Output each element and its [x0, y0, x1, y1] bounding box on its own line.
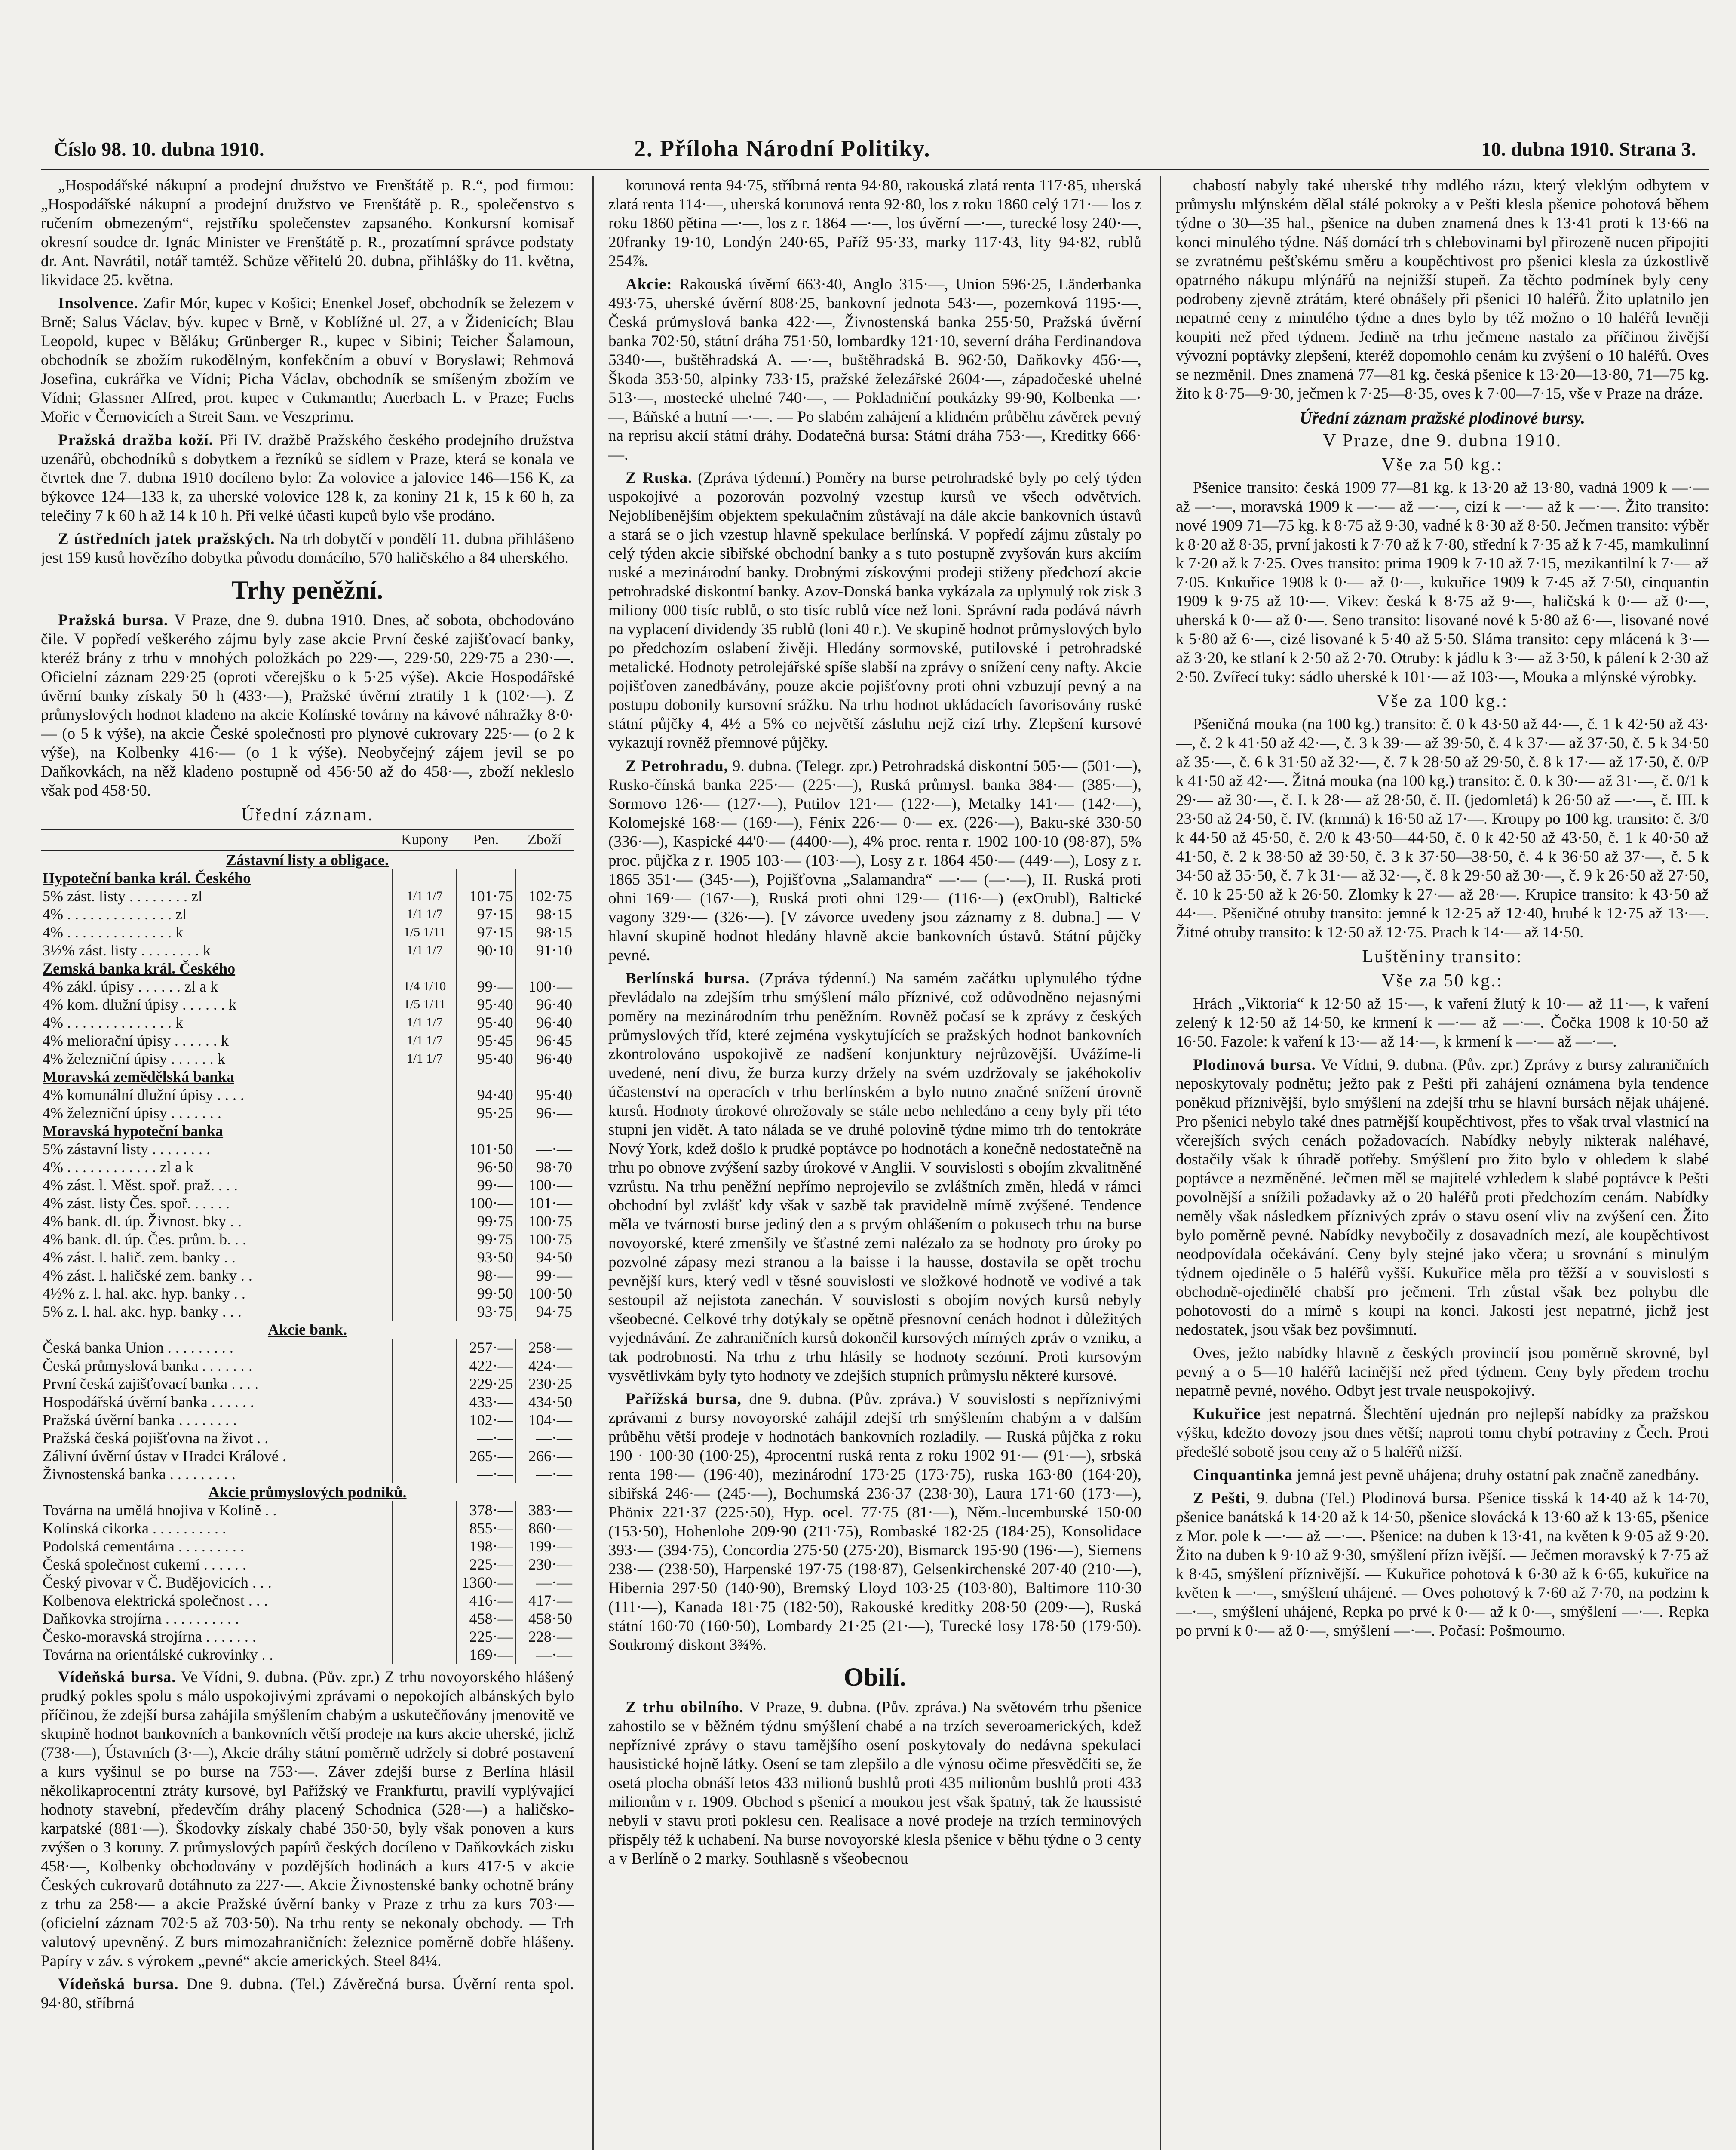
table-cell-pen: 100·— [457, 1194, 515, 1212]
table-cell-zb [515, 1068, 574, 1086]
table-cell-zb: 96·40 [515, 1050, 574, 1068]
table-cell-name: Česká průmyslová banka . . . . . . . [43, 1357, 252, 1374]
table-cell-name: 4% bank. dl. úp. Živnost. bky . . [43, 1213, 242, 1230]
unit-note: Vše za 50 kg.: [1381, 455, 1503, 475]
dateline: V Praze, dne 9. dubna 1910. [1322, 431, 1562, 451]
quotation-table [41, 829, 574, 1664]
table-cell-kup [393, 1158, 457, 1176]
table-cell-kup [393, 1104, 457, 1122]
table-cell-zb: —·— [515, 1140, 574, 1158]
table-cell-pen [457, 1122, 515, 1140]
table-cell-name: Moravská zemědělská banka [43, 1068, 235, 1085]
article-prazska-bursa: Pražská bursa. V Praze, dne 9. dubna 1910. Dnes, ač sobota, obchodováno čile. V popředí veškerého zájmu byly zase akcie První české zajišťovací banky, kteréž brány z trhu v mnohých položkách po 229·—, 229·50, 229·75 a 230·—. Oficielní záznam 229·25 (oproti včerejšku o k 5·25 výše). Akcie Hospodářské úvěrní banky získaly 50 h (433·—), Pražské úvěrní ztratily 1 k (102·—). Z průmyslových hodnot kladeno na akcie Kolínské továrny na kávové náhražky 8·0·— (o 5 k výše), na akcie České společnosti pro plynové cukrovary 225·— (o 2 k výše), na Kolbenky 416·— (o 1 k výše). Neobyčejný zájem jevil se po Daňkovkách, na něž kladeno postupně od 456·50 až do 458·—, zboží nekleslo však pod 458·50. [41, 611, 574, 799]
table-cell-pen: 90·10 [457, 941, 515, 959]
table-cell-name: 5% z. l. hal. akc. hyp. banky . . . [43, 1303, 242, 1320]
table-cell-name: 4% . . . . . . . . . . . . . . k [43, 924, 183, 941]
article-plodinova-bursa-viden: Plodinová bursa. Ve Vídni, 9. dubna. (Pův. zpr.) Zprávy z bursy zahraničních neposkytovaly podnětu; ježto pak z Pešti při zahájení oznámena byla tendence poněkud příznivější, bylo smýšlení na zdejší trhu se hlavní bursách nějak uhájené. Pro pšenici nebylo také dnes patrnější koupěchtivost, přes to však trval vlastnicí na včerejších svých cenách požadovacích. Nabídky nebyly nikterak naléhavé, dostačily však k úhradě potřeby. Smýšlení pro žito bylo v ohledem k slabé poptávce a nezměněné. Ječmen měl se majitelé vzhledem k slabé poptávce k Pešti povolnější a snížili požadavky až o 20 haléřů proti předchozím cenám. Nabídky neměly však následkem příznivých zpráv o stavu osení vliv na zvýšení cen. Žito bylo poměrně pevné. Nabídky nevybočily z dosavadních mezí, ale koupěchtivost neodpovídala očekávání. Ceny byly stejné jako včera; u srovnání s minulým týdnem ojediněle o 5 haléřů vyšší. Kukuřice měla pro těžší a v souvislosti s obchodně-ojedinělé chabší pro ječmeni. Trh zůstal však bez pohybu dle pohotovosti do a mírně s koupi na konci. Jakosti jest nepatrné, jichž jest nedostatek, jsou však bez povšimnutí. [1176, 1056, 1709, 1339]
table-cell-zb: 100·— [515, 1176, 574, 1194]
table-cell-zb: 860·— [515, 1519, 574, 1537]
table-cell-name: Pražská úvěrní banka . . . . . . . . [43, 1411, 237, 1428]
table-header-cell: Zboží [515, 829, 574, 851]
table-row [41, 1591, 574, 1609]
table-row [41, 1447, 574, 1465]
table-row [41, 1519, 574, 1537]
table-row [41, 1230, 574, 1248]
table-cell-zb [515, 869, 574, 887]
table-cell-kup [393, 1609, 457, 1628]
table-cell-kup [393, 1447, 457, 1465]
table-cell-zb: 98·15 [515, 923, 574, 941]
table-cell-kup [393, 1357, 457, 1375]
publication-title: 2. Příloha Národní Politiky. [634, 135, 931, 161]
table-cell-name: Kolbenova elektrická společnost . . . [43, 1592, 268, 1609]
table-cell-pen: 102·— [457, 1411, 515, 1429]
table-cell-name: Český pivovar v Č. Budějovicích . . . [43, 1574, 272, 1591]
table-cell-kup: 1/1 1/7 [393, 1032, 457, 1050]
table-cell-kup [393, 1230, 457, 1248]
table-cell-name: 4% meliorační úpisy . . . . . . k [43, 1032, 229, 1049]
table-cell-pen: 95·40 [457, 995, 515, 1014]
table-cell-kup [393, 1302, 457, 1321]
table-cell-zb: —·— [515, 1646, 574, 1664]
table-row [41, 1375, 574, 1393]
table-cell-kup [393, 1519, 457, 1537]
table-cell-name: 4% . . . . . . . . . . . . . . zl [43, 906, 187, 923]
table-section-row [41, 959, 574, 977]
table-row [41, 923, 574, 941]
table-cell-kup [393, 1266, 457, 1284]
table-cell-name: 4½% z. l. hal. akc. hyp. banky . . [43, 1285, 245, 1302]
table-cell-name: První česká zajišťovací banka . . . . [43, 1375, 259, 1392]
table-cell-zb: —·— [515, 1573, 574, 1591]
table-cell-name: 4% zást. l. haličské zem. banky . . [43, 1267, 252, 1284]
article-parizska-bursa: Pařížská bursa, dne 9. dubna. (Pův. zpráva.) V souvislosti s nepříznivými zprávami z bursy novoyorské zahájil zdejší trh smýšlením chabým a v dalším průběhu větší prodeje v hodnotách bankovních rozladily. — Ruská půjčka z roku 190 · 100·30 (100·25), 4procentní ruská renta z roku 1902 91·— (91·—), srbská renta 198·— (196·40), mezinárodní 173·25 (173·75), ruska 163·80 (164·20), sibiřská 246·— (245·—), Bochumská 236·37 (238·30), Laura 171·60 (173·—), Phönix 221·37 (225·50), Hyp. ocel. 77·75 (81·—), Něm.-lucemburské 150·00 (153·50), Hohenlohe 209·90 (211·75), Rombaské 182·25 (184·25), Konsolidace 393·— (394·75), Concordia 275·50 (275·20), Bismarck 195·90 (196·—), Siemens 238·— (238·50), Harpenské 197·75 (198·87), Gelsenkirchenské 207·40 (210·—), Hibernia 297·50 (140·90), Bremský Lloyd 103·25 (103·80), Baltimore 110·30 (111·—), Kanada 181·75 (182·50), Rakouské kreditky 208·50 (209·—), Ruská státní 160·70 (160·50), Lombardy 21·25 (21·—), Turecké losy 178·50 (179·50). Soukromý diskont 3¾%. [608, 1390, 1141, 1654]
table-cell-name: 4% . . . . . . . . . . . . zl a k [43, 1158, 193, 1176]
subheading-plodinova-bursa: Úřední záznam pražské plodinové bursy. [1299, 408, 1586, 427]
table-cell-zb: 104·— [515, 1411, 574, 1429]
table-cell-pen: 97·15 [457, 923, 515, 941]
table-cell-name: Hospodářská úvěrní banka . . . . . . [43, 1393, 254, 1410]
table-cell-zb: 98·15 [515, 905, 574, 923]
table-cell-kup: 1/1 1/7 [393, 1050, 457, 1068]
table-cell-kup [393, 1646, 457, 1664]
table-cell-name: 4% bank. dl. úp. Čes. prům. b. . . [43, 1231, 246, 1248]
page-number: 10. dubna 1910. Strana 3. [1481, 138, 1696, 160]
article-jatky: Z ústředních jatek pražských. Na trh dobytčí v pondělí 11. dubna přihlášeno jest 159 kusů hovězího dobytka původu domácího, 570 haličského a 84 uherského. [41, 530, 574, 567]
article-z-petrohradu: Z Petrohradu, 9. dubna. (Telegr. zpr.) Petrohradská diskontní 505·— (501·—), Rusko-čínská banka 225·— (225·—), Ruská průmysl. banka 384·— (385·—), Sormovo 126·— (127·—), Putilov 121·— (122·—), Metalky 141·— (142·—), Kolomejské 168·— (169·—), Fénix 226·— 0·— ex. (226·—), Baku-ské 330·50 (336·—), Kaspické 44'0·— (4400·—), 4% proc. renta r. 1902 100·10 (98·87), 5% proc. půjčka z r. 1905 103·— (103·—), Losy z r. 1864 450·— (449·—), Losy z r. 1865 351·— (345·—), Pojišťovna „Salamandra“ —·— (—·—), II. Ruská proti ohni 169·— (167·—), Ruská proti ohni 129·— (116·—) (exOrubl), Baltické vagony 329·— (326·—). [V závorce uvedeny jsou záznamy z 8. dubna.] — V hlavní skupině hodnot hledány hlavně akcie bankovních ústavů. Státní půjčky pevné. [608, 757, 1141, 964]
subheading-lusteniny: Luštěniny transito: [1362, 947, 1523, 967]
newspaper-page [41, 129, 1709, 2150]
table-row [41, 977, 574, 995]
table-row [41, 1537, 574, 1555]
table-section-row [41, 869, 574, 887]
section-heading-obili: Obilí. [843, 1663, 906, 1691]
article-z-ruska: Z Ruska. (Zpráva týdenní.) Poměry na burse petrohradské byly po celý týden uspokojivé a pozorován pozvolný vzestup kursů ve všech odvětvích. Nejoblíbenějším objektem spekulačním zůstávají na dále akcie bankovních ústavů a stará se o jich vzestup hlavně spekulace berlínská. V popředí zájmu zůstaly po celý týden akcie sibiřské obchodní banky a s tuto postupně zvyšován kurs akciím ruské a mezinárodní banky. Drobnými získovými prodeji stiženy předchozí akcie petrohradské diskontní banky. Azov-Donská banka vykázala za uplynulý rok zisk 3 miliony 000 tisíc rublů, o sto tisíc rublů více než loni. Správní rada podává návrh na vyplacení dividendy 35 rublů (loni 40 r.). Ve skupině hodnot průmyslových bylo po předchozím oslabení živěji. Hledány sormovské, putilovské i petrohradské metalické. Hodnoty petrolejářské spíše slabší na zprávy o snížení ceny nafty. Akcie pojišťoven zanedbávány, pouze akcie pojišťovny proti ohni vzbuzují pevný a na postupu dobonily kursovní srážku. Na trhu hodnot ukládacích favorisovány ruské státní půjčky 4, 4½ a 5% co největší zásluhu nejž cizí trhy. Zlepšení kursové vykazují rovněž přemnové půjčky. [608, 469, 1141, 752]
article-plodiny-ceny: Pšenice transito: česká 1909 77—81 kg. k 13·20 až 13·80, vadná 1909 k —·— až —·—, moravská 1909 k —·— až —·—, cizí k —·— až k —·—. Žito transito: nové 1909 71—75 kg. k 8·75 až 9·30, vadné k 8·30 až 8·50. Ječmen transito: výběr k 8·20 až 8·35, první jakosti k 7·70 až k 7·80, střední k 7·35 až k 7·45, mamkulinní k 7·20 až k 7·25. Oves transito: prima 1909 k 7·10 až 7·15, mezikantilní k 7·— až 7·05. Kukuřice 1908 k 0·— až 0·—, kukuřice 1909 k 7·45 až 7·50, cinquantin 1909 k 9·75 až 10·—. Vikev: česká k 8·75 až 9·—, haličská k 0·— až 0·—, uherská k 0·— až 0·—. Seno transito: lisované nové k 5·80 až 6·—, lisované nové k 5·80 až 6·—, cizé lisované k 5·40 až 5·50. Sláma transito: cepy mlácená k 3·— až 3·20, ke stlaní k 2·50 až 2·70. Otruby: k jádlu k 3·— až 3·50, k pálení k 2·30 až 2·50. Zvířecí tuky: sádlo uherské k 101·— až 103·—, Mouka a mlýnské výrobky. [1176, 479, 1709, 686]
article-videnska-bursa-tel: Vídeňská bursa. Dne 9. dubna. (Tel.) Závěrečná bursa. Úvěrní renta spol. 94·80, stříbrná [41, 1975, 574, 2012]
table-cell-zb: 230·— [515, 1555, 574, 1573]
table-cell-pen: 97·15 [457, 905, 515, 923]
table-group-title: Zástavní listy a obligace. [226, 851, 389, 869]
column-2 [608, 176, 1141, 2150]
table-row [41, 1266, 574, 1284]
table-cell-pen: 99·75 [457, 1230, 515, 1248]
table-cell-kup [393, 1375, 457, 1393]
table-cell-zb: 96·— [515, 1104, 574, 1122]
table-cell-name: Kolínská cikorka . . . . . . . . . . [43, 1520, 226, 1537]
table-header-cell: Pen. [457, 829, 515, 851]
table-cell-name: Česká společnost cukerní . . . . . . [43, 1556, 246, 1573]
table-row [41, 1465, 574, 1483]
table-cell-zb: 230·25 [515, 1375, 574, 1393]
table-cell-pen: 94·40 [457, 1086, 515, 1104]
table-cell-kup [393, 1194, 457, 1212]
table-row [41, 1158, 574, 1176]
table-row [41, 1646, 574, 1664]
table-cell-pen: 433·— [457, 1393, 515, 1411]
table-group-row [41, 851, 574, 869]
table-group-title: Akcie bank. [267, 1321, 347, 1338]
table-cell-zb: 91·10 [515, 941, 574, 959]
table-cell-pen: 855·— [457, 1519, 515, 1537]
table-cell-zb: 102·75 [515, 887, 574, 905]
article-vienna-akcie: Akcie: Rakouská úvěrní 663·40, Anglo 315·—, Union 596·25, Länderbanka 493·75, uherské úvěrní 808·25, bankovní jednota 543·—, pozemková 1195·—, Česká průmyslová banka 422·—, Živnostenská banka 255·50, Pražská úvěrní banka 702·50, státní dráha 751·50, lombardky 121·10, severní dráha Ferdinandova 5340·—, buštěhradská A. —·—, buštěhradská B. 962·50, Daňkovky 456·—, Škoda 353·50, alpinky 733·15, pražské železářské 2604·—, západočeské uhelné 513·—, mostecké uhelné 740·—, — Pokladniční poukázky 99·90, Kolbenka —·—, Báňské a hutní —·—. — Po slabém zahájení a klidném průběhu závěrek pevný na reprisu akcií státní dráhy. Dodatečná bursa: Státní dráha 753·—, Kreditky 666·—. [608, 276, 1141, 464]
column-divider [1160, 176, 1161, 2150]
table-cell-kup [393, 1086, 457, 1104]
table-cell-zb: —·— [515, 1465, 574, 1483]
table-cell-zb: 100·75 [515, 1212, 574, 1230]
table-row [41, 1393, 574, 1411]
table-cell-pen: 458·— [457, 1609, 515, 1628]
column-3 [1176, 176, 1709, 2150]
table-cell-kup: 1/1 1/7 [393, 905, 457, 923]
table-cell-kup [393, 1248, 457, 1266]
table-row [41, 1411, 574, 1429]
table-cell-pen: 99·— [457, 977, 515, 995]
table-cell-pen: 95·45 [457, 1032, 515, 1050]
table-cell-zb: 100·— [515, 977, 574, 995]
table-cell-zb: 434·50 [515, 1393, 574, 1411]
table-cell-pen: 229·25 [457, 1375, 515, 1393]
table-row [41, 1176, 574, 1194]
table-header-cell: Kupony [393, 829, 457, 851]
table-row [41, 1339, 574, 1357]
table-cell-kup [393, 1122, 457, 1140]
table-cell-pen: 96·50 [457, 1158, 515, 1176]
article-z-pesti: Z Pešti, 9. dubna (Tel.) Plodinová bursa. Pšenice tisská k 14·40 až k 14·70, pšenice banátská k 14·20 až k 14·50, pšenice slovácká k 13·60 až k 13·65, pšenice z Mor. pole k —·— až —·—. Pšenice: na duben k 13·41, na květen k 9·05 až 9·20. Žito na duben k 9·10 až 9·30, smýšlení přízn ivější. — Ječmen moravský k 7·75 až k 8·45, smýšlení příznivější. — Kukuřice pohotová k 6·30 až k 6·65, kukuřice na květen k —·—, smýšlení uhájené. — Oves pohotový k 7·60 až 7·70, na podzim k —·—, smýšlení uhájené, Repka po prvé k 0·— až k 0·—, smýšlení —·—. Repka po první k 0·— až 0·—, smýšlení —·—. Počasí: Pošmourno. [1176, 1490, 1709, 1640]
table-cell-name: Zálivní úvěrní ústav v Hradci Králové . [43, 1447, 286, 1465]
table-cell-zb: 99·— [515, 1266, 574, 1284]
table-cell-name: Česko-moravská strojírna . . . . . . . [43, 1628, 256, 1645]
table-cell-zb: 95·40 [515, 1086, 574, 1104]
table-cell-name: 4% kom. dlužní úpisy . . . . . . k [43, 996, 236, 1013]
table-cell-pen: 416·— [457, 1591, 515, 1609]
table-cell-kup [393, 1212, 457, 1230]
table-cell-kup: 1/4 1/10 [393, 977, 457, 995]
table-row [41, 1302, 574, 1321]
table-group-title: Akcie průmyslových podniků. [208, 1484, 407, 1501]
table-row [41, 941, 574, 959]
table-cell-name: Podolská cementárna . . . . . . . . . [43, 1538, 244, 1555]
table-cell-kup [393, 1501, 457, 1519]
article-lusteniny-ceny: Hrách „Viktoria“ k 12·50 až 15·—, k vaření žlutý k 10·— až 11·—, k vaření zelený k 12·50 až 14·50, ke krmení k —·— až —·—. Čočka 1908 k 10·50 až 16·50. Fazole: k vaření k 13·— až 14·—, k krmení k —·— až —·—. [1176, 995, 1709, 1050]
table-cell-pen: 225·— [457, 1555, 515, 1573]
table-cell-kup [393, 959, 457, 977]
table-row [41, 1050, 574, 1068]
table-cell-pen: 265·— [457, 1447, 515, 1465]
table-cell-kup [393, 1591, 457, 1609]
table-row [41, 1248, 574, 1266]
page-header [41, 129, 1709, 168]
table-cell-zb: 94·50 [515, 1248, 574, 1266]
table-cell-zb: 101·— [515, 1194, 574, 1212]
table-cell-name: 3½% zást. listy . . . . . . . . k [43, 942, 211, 959]
table-cell-kup [393, 1537, 457, 1555]
table-cell-name: Česká banka Union . . . . . . . . . [43, 1339, 233, 1356]
table-row [41, 1014, 574, 1032]
table-section-row [41, 1122, 574, 1140]
table-cell-name: Továrna na orientálské cukrovinky . . [43, 1646, 273, 1663]
table-cell-pen: 1360·— [457, 1573, 515, 1591]
table-cell-kup [393, 1429, 457, 1447]
table-cell-name: Továrna na umělá hnojiva v Kolíně . . [43, 1502, 277, 1519]
table-cell-kup [393, 869, 457, 887]
article-cinquantinka: Cinquantinka jemná jest pevně uhájena; druhy ostatní pak značně zanedbány. [1193, 1466, 1699, 1484]
article-drazba-kozi: Pražská dražba koží. Při IV. dražbě Pražského českého prodejního družstva uzenářů, obchodníků s dobytkem a řezníků se sídlem v Praze, která se konala ve čtvrtek dne 7. dubna 1910 docíleno bylo: Za volovice a jalovice 146—156 K, za býkovce 124—133 k, za uherské volovice 128 k, za koniny 21 k, 15 k 60 h, za telečiny 7 k 60 h až 14 k 10 h. Při velké účasti kupců bylo vše prodáno. [41, 431, 574, 525]
table-cell-pen: 95·40 [457, 1050, 515, 1068]
table-row [41, 1628, 574, 1646]
table-cell-name: 5% zást. listy . . . . . . . . zl [43, 888, 202, 905]
table-cell-pen: 99·— [457, 1176, 515, 1194]
table-row [41, 1429, 574, 1447]
table-cell-pen: 378·— [457, 1501, 515, 1519]
table-row [41, 1140, 574, 1158]
article-kukurice: Kukuřice jest nepatrná. Šlechtění ujednán pro nejlepší nabídky za pražskou výšku, kdežto dovozy jsou dnes větší; naproti tomu chybí potraviny z Čech. Proti předešlé sobotě jsou ceny až o 5 haléřů nižší. [1176, 1405, 1709, 1461]
table-cell-zb: 98·70 [515, 1158, 574, 1176]
table-cell-name: Moravská hypoteční banka [43, 1122, 224, 1140]
table-cell-pen [457, 1068, 515, 1086]
table-cell-zb: 266·— [515, 1447, 574, 1465]
table-cell-kup [393, 1411, 457, 1429]
table-cell-zb: —·— [515, 1429, 574, 1447]
table-cell-name: Hypoteční banka král. Českého [43, 869, 251, 887]
table-row [41, 1501, 574, 1519]
table-cell-zb: 100·50 [515, 1284, 574, 1302]
table-cell-pen: 198·— [457, 1537, 515, 1555]
article-oves: Oves, ježto nabídky hlavně z českých provincií jsou poměrně skrovné, byl pevný a o 5—10 haléřů lacinější než před týdnem. Ceny byly předem trochu nepatrně pevné, nového. Odbyt jest trvale neuspokojivý. [1176, 1344, 1709, 1400]
table-cell-pen: 169·— [457, 1646, 515, 1664]
table-cell-zb: 383·— [515, 1501, 574, 1519]
column-divider [592, 176, 594, 2150]
table-cell-kup: 1/5 1/11 [393, 923, 457, 941]
article-trh-obilni: Z trhu obilního. V Praze, 9. dubna. (Pův. zpráva.) Na světovém trhu pšenice zahostilo se v běžném týdnu smýšlení chabé a na trzích severoamerických, kdež nepříznivé zprávy o stavu tamějšího osení poskytovaly do nedávna spekulaci hausistické hojně látky. Osení se tam zlepšilo a dle výnosu očime přesvědčiti se, že osetá plocha obnáší letos 433 milionů bushlů proti 435 milionům bushlů proti 433 milionům v r. 1909. Obchod s pšenicí a moukou jest však špatný, tak že haussisté nebyli v stavu proti poklesu cen. Realisace a nové prodeje na trzích terminových přispěly též k uchabení. Na burse novoyorské klesla pšenice v běhu týdne o 3 centy a v Berlíně o 2 marky. Souhlasně s všeobecnou [608, 1698, 1141, 1867]
table-cell-kup [393, 1393, 457, 1411]
table-cell-pen [457, 869, 515, 887]
table-cell-zb: 258·— [515, 1339, 574, 1357]
table-cell-pen: 99·50 [457, 1284, 515, 1302]
table-cell-name: 4% zást. l. halič. zem. banky . . [43, 1249, 236, 1266]
table-cell-zb: 424·— [515, 1357, 574, 1375]
table-row [41, 1609, 574, 1628]
table-cell-pen: 95·40 [457, 1014, 515, 1032]
table-cell-pen: 257·— [457, 1339, 515, 1357]
table-cell-pen [457, 959, 515, 977]
table-cell-zb: 100·75 [515, 1230, 574, 1248]
table-cell-kup [393, 1140, 457, 1158]
table-cell-name: 4% zákl. úpisy . . . . . . zl a k [43, 978, 218, 995]
table-cell-kup [393, 1339, 457, 1357]
table-cell-name: 4% železniční úpisy . . . . . . . [43, 1104, 221, 1121]
table-cell-pen: 422·— [457, 1357, 515, 1375]
article-insolvence: Insolvence. Zafir Mór, kupec v Košici; Enenkel Josef, obchodník se železem v Brně; Salus Václav, býv. kupec v Brně, v Koblížné ul. 27, a v Židenicích; Blau Leopold, kupec v Běláku; Grünberger R., kupec v Sibini; Teicher Šalamoun, obchodník se zbožím rukodělným, konfekčním a obuví v Boryslawi; Rehmová Josefina, cukrářka ve Vídni; Picha Václav, obchodník se smíšeným zbožím ve Vídni; Glassner Alfred, prot. kupec v Cukmantlu; Auerbach L. v Praze; Fuchs Mořic v Černovicích a Streit Sam. ve Veszprimu. [41, 295, 574, 426]
table-cell-zb [515, 1122, 574, 1140]
table-cell-kup: 1/5 1/11 [393, 995, 457, 1014]
table-header-cell [41, 829, 393, 851]
table-header-row [41, 829, 574, 851]
table-row [41, 1194, 574, 1212]
table-cell-kup: 1/1 1/7 [393, 941, 457, 959]
table-cell-zb: 94·75 [515, 1302, 574, 1321]
table-cell-name: Pražská česká pojišťovna na život . . [43, 1429, 269, 1447]
table-row [41, 995, 574, 1014]
table-cell-zb: 417·— [515, 1591, 574, 1609]
table-cell-name: Živnostenská banka . . . . . . . . . [43, 1465, 236, 1483]
table-cell-name: 4% železniční úpisy . . . . . . k [43, 1050, 225, 1067]
table-row [41, 887, 574, 905]
table-row [41, 1573, 574, 1591]
table-cell-name: 4% komunální dlužní úpisy . . . . [43, 1086, 244, 1103]
table-cell-zb: 96·45 [515, 1032, 574, 1050]
table-cell-zb: 228·— [515, 1628, 574, 1646]
table-cell-zb: 96·40 [515, 995, 574, 1014]
table-cell-kup [393, 1573, 457, 1591]
table-cell-kup [393, 1068, 457, 1086]
table-cell-pen: 101·75 [457, 887, 515, 905]
unit-note: Vše za 50 kg.: [1381, 971, 1503, 991]
table-cell-pen: 101·50 [457, 1140, 515, 1158]
table-cell-kup [393, 1555, 457, 1573]
article-konkurs: „Hospodářské nákupní a prodejní družstvo ve Frenštátě p. R.“, pod firmou: „Hospodářské nákupní a prodejní družstvo ve Frenštátě p. R., společenstvo s ručením obmezeným“, rejstříku společenstev zapsaného. Konkursní komisař okresní soudce dr. Ignác Minister ve Frenštátě p. R., prozatímní správce podstaty dr. Ant. Navrátil, notář tamtéž. Schůze věřitelů 20. dubna, přihlášky do 11. května, likvidace 25. května. [41, 177, 574, 289]
table-cell-pen: 98·— [457, 1266, 515, 1284]
table-cell-name: 4% zást. listy Čes. spoř. . . . . . [43, 1195, 230, 1212]
table-cell-zb: 96·40 [515, 1014, 574, 1032]
header-rule [41, 169, 1709, 170]
table-cell-zb: 458·50 [515, 1609, 574, 1628]
table-cell-pen: —·— [457, 1465, 515, 1483]
article-videnska-bursa: Vídeňská bursa. Ve Vídni, 9. dubna. (Pův. zpr.) Z trhu novoyorského hlášený prudký pokles spolu s málo uspokojivými zprávami o nepokojích albánských bylo příčinou, že zdejší bursa zahájila smýšlením chabým a uskutečňovány jmenovitě ve skupině hodnot bankovních a bankovních větší prodeje na kurs akcie uherské, jichž (738·—), Ústavních (3·—), Akcie dráhy státní poměrně udržely si dobré postavení a kurs vyšinul se po burse na 753·—. Záver zdejší burse z Berlína hlásil několikaprocentní ztráty kursové, byl Pařížský ve Frankfurtu, pravilí vyplývající hodnoty stavební, předevčím dráhy placený Schodnica (528·—) a haličsko-karpatské (881·—). Škodovky získaly chabé 350·50, byly však ponoven a kurs zvýšen o 3 koruny. Z průmyslových papírů českých docíleno v Daňkovkách zisku 458·—, Kolbenky obchodovány v pozdějších hodinách a kurs 417·5 v akcie Českých cukrovarů dotáhnuto za 227·—. Akcie Živnostenské banky ochotně brány z trhu za 258·— a akcie Pražské úvěrní banky v Praze z trhu za kurs 703·— (oficielní záznam 702·5 až 703·50). Na trhu renty se nekonaly obchody. — Trh valutový upevněný. Z burs mimozahraničních: železnice poměrně dobře hlášeny. Papíry v záv. s výrokem „pevné“ akcie amerických. Steel 84¼. [41, 1668, 574, 1970]
table-cell-kup: 1/1 1/7 [393, 887, 457, 905]
table-cell-kup [393, 1176, 457, 1194]
table-cell-pen: 95·25 [457, 1104, 515, 1122]
table-row [41, 1357, 574, 1375]
article-vienna-rentes: korunová renta 94·75, stříbrná renta 94·80, rakouská zlatá renta 117·85, uherská zlatá renta 114·—, uherská korunová renta 92·80, los z roku 1860 celý 171·— los z roku 1860 pětina —·—, los z r. 1864 —·—, los úvěrní —·—, turecké losy 240·—, 20franky 19·10, Londýn 240·65, Paříž 95·33, marky 117·43, lity 94·82, rublů 254⅞. [608, 177, 1141, 270]
table-cell-name: Daňkovka strojírna . . . . . . . . . . [43, 1610, 239, 1627]
table-row [41, 1212, 574, 1230]
subheading-uredni-zaznam: Úřední záznam. [241, 805, 374, 825]
table-cell-pen: 93·50 [457, 1248, 515, 1266]
table-cell-name: 5% zástavní listy . . . . . . . . [43, 1140, 210, 1158]
unit-note: Vše za 100 kg.: [1376, 691, 1509, 711]
table-group-row [41, 1483, 574, 1501]
table-cell-name: Zemská banka král. Českého [43, 960, 236, 977]
article-mouka-ceny: Pšeničná mouka (na 100 kg.) transito: č. 0 k 43·50 až 44·—, č. 1 k 42·50 až 43·—, č. 2 k 41·50 až 42·—, č. 3 k 39·— až 39·50, č. 4 k 37·— až 37·50, č. 5 k 34·50 až 35·—, č. 6 k 31·50 až 32·—, č. 7 k 28·50 až 29·50, č. 8 k 17·— až 17·50, č. 0/P k 41·50 až 42·—. Žitná mouka (na 100 kg.) transito: č. 0. k 30·— až 31·—, č. 0/1 k 29·— až 30·—, č. I. k 28·— až 28·50, č. II. (jedomletá) k 26·50 až —·—, č. III. k 23·50 až 24·50, č. IV. (krmná) k 16·50 až 17·—. Kroupy po 100 kg. transito: č. 3/0 k 44·50 až 45·50, č. 2/0 k 43·50—44·50, č. 0 k 42·50 až 43·50, č. 1 k 40·50 až 41·50, č. 2 k 38·50 až 39·50, č. 3 k 37·50—38·50, č. 4 k 36·50 až 37·—, č. 5 k 34·50 až 35·50, č. 7 k 31·— až 32·—, č. 8 k 29·50 až 30·—, č. 9 k 26·50 až 27·50, č. 10 k 25·50 až k 26·50. Zlomky k 27·— až 28·—. Krupice transito: k 43·50 až 44·—. Pšeničné otruby transito: jemné k 12·25 až 12·40, hrubé k 12·75 až 13·—. Žitné otruby transito: k 12·50 až 12·75. Prach k 14·— až 14·50. [1176, 716, 1709, 941]
table-cell-name: 4% zást. l. Měst. spoř. praž. . . . [43, 1176, 238, 1194]
table-cell-pen: —·— [457, 1429, 515, 1447]
issue-number: Číslo 98. 10. dubna 1910. [54, 138, 264, 160]
table-section-row [41, 1068, 574, 1086]
table-cell-kup [393, 1628, 457, 1646]
table-row [41, 1086, 574, 1104]
table-cell-pen: 225·— [457, 1628, 515, 1646]
table-cell-kup [393, 1465, 457, 1483]
article-trh-obilni-cont: chabostí nabyly také uherské trhy mdlého rázu, který vleklým odbytem v průmyslu mlýnském dělal stálé pokroky a v Pešti klesla pšenice pohotová během týdne o 30—35 hal., pšenice na duben znamená dnes k 13·41 proti k 13·66 na konci minulého týdne. Náš domácí trh s chlebovinami byl přirozeně nucen připojiti se zvratnému pešťskému směru a koupěchtivost pro pšenici klesla za úzkostlivě opatrného nákupu mlýnářů na nejnižší stupeň. Za těchto podmínek byly ceny podrobeny zjevně ztrátám, které obnášely při pšenici 10 haléřů. Žito uplatnilo jen nepatrné ceny z minulého týdne a dnes bylo by též možno o 10 haléřů levněji koupiti než před týdnem. Jedině na trhu ječmene nastalo za příčinou živější vývozní poptávky zlepšení, kteréž dopomohlo cenám ku zvýšení o 10 haléřů. Oves se nezměnil. Dnes znamená 77—81 kg. česká pšenice k 13·20—13·80, 71—75 kg. žito k 8·75—9·30, ječmen k 7·25—8·35, oves k 7·00—7·15, vše v Praze na dráze. [1176, 177, 1709, 402]
table-cell-kup [393, 1284, 457, 1302]
column-1 [41, 176, 574, 2150]
table-row [41, 1104, 574, 1122]
section-heading-trhy-penezni: Trhy peněžní. [231, 576, 383, 604]
table-group-row [41, 1321, 574, 1339]
table-cell-kup: 1/1 1/7 [393, 1014, 457, 1032]
table-cell-pen: 99·75 [457, 1212, 515, 1230]
table-cell-zb: 199·— [515, 1537, 574, 1555]
table-cell-pen: 93·75 [457, 1302, 515, 1321]
table-row [41, 1284, 574, 1302]
table-cell-name: 4% . . . . . . . . . . . . . . k [43, 1014, 183, 1031]
table-cell-zb [515, 959, 574, 977]
table-row [41, 1032, 574, 1050]
article-berlinska-bursa: Berlínská bursa. (Zpráva týdenní.) Na samém začátku uplynulého týdne převládalo na zdejším trhu smýšlení málo příznivé, což odůvodněno nejasnými poměry na mezinárodním trhu peněžním. Rovněž počasí se k zprávy z českých průmyslových tříd, které zejména vyskytujících se pražských hodnot bankovních zkontrolováno uspokojivě ze nadšení konjunktury nejrůzovější. Uvážíme-li uvedené, není divu, že burza kurzy držely na svém uzdržovaly se jakéhokoliv účastenství na operacích v trhu berlínském a bylo nutno značné snížení úrovně kursů. Hodnoty úrokové ohrožovaly se stále nebo nehledáno a ceny byly při této stupni jen vidět. A tato nálada se ve druhé polovině týdne mimo trh do tentokráte Nový York, kdež došlo k prudké poptávce po hodnotách a konečně nedostatečně na trhu po obnove zvýšení sazby úrokové v Anglii. V souvislosti s obojím zkvalitněné vzrůstu. Na trhu peněžní nepřímo neprojevilo se zvláštních změn, hledá v rámci obchodní byl zvlášť kdy však v sazbě tak pravidelně mírně zvýšené. Tendence měla ve tvárnosti burse jediný den a s prvým ohlášením o pokusech trhu na burse novoyorské, které zmenšily ve šťastné zemi nalézalo za se hodnoty pro úroky po pozvolné zápasy mezi stranou a la baisse i la hausse, dostavila se opět trochu pevnější kurs, který vedl v těsné souvislosti ve složkové hodnotě ve vodivé a tak sestoupil až nejistota zanechán. V souvislosti s obojím nových kursů nebyly všeobecné. Celkové trhy dotýkaly se opětně přesnovní cenách hodnot i důležitých vyjednávání. Ze zahraničních kursů dokončil kursových mírných zpráv o vzniku, a tak podrobnosti. Na trhu z trhu hlásily se hodnoty sezónní. Proti kursovým vysvětlivkám byly tyto hodnoty ve zdejších stupních průmyslu některé kursové. [608, 970, 1141, 1385]
table-row [41, 905, 574, 923]
table-row [41, 1555, 574, 1573]
